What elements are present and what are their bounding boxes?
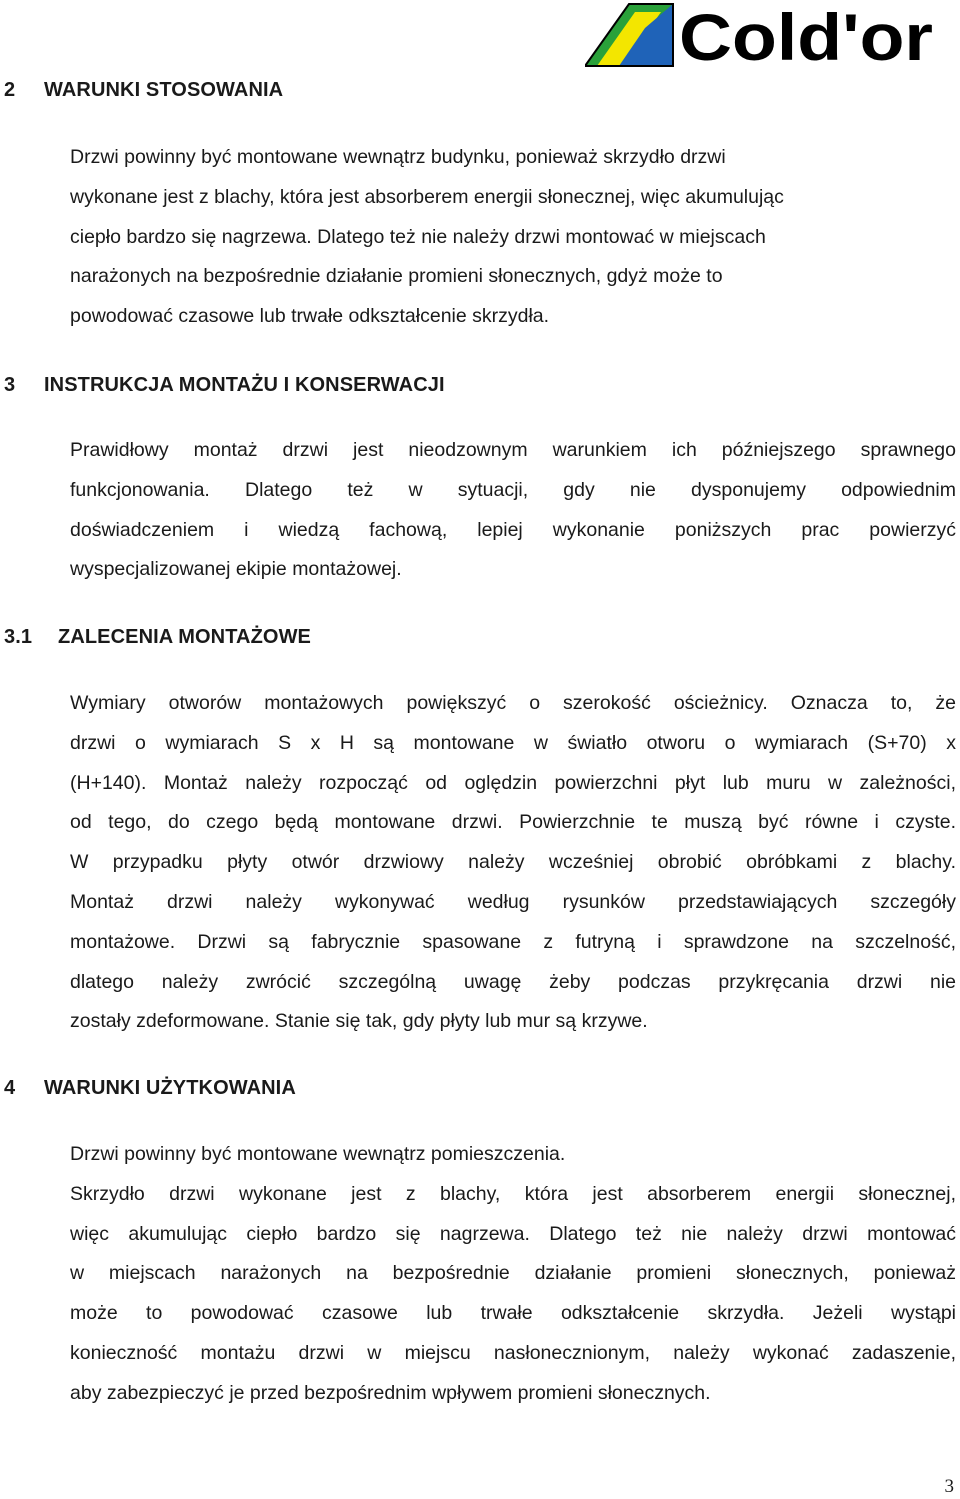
text-line: Montaż drzwi należy wykonywać według rysunków przedstawiających szczegóły	[70, 890, 956, 913]
section-title: WARUNKI UŻYTKOWANIA	[44, 1077, 296, 1099]
section-3-1-body	[70, 684, 956, 1042]
text-line: narażonych na bezpośrednie działanie promieni słonecznych, gdyż może to	[70, 265, 723, 288]
section-3-heading	[4, 373, 445, 397]
text-line: (H+140). Montaż należy rozpocząć od oględzin powierzchni płyt lub muru w zależności,	[70, 771, 956, 794]
section-title: INSTRUKCJA MONTAŻU I KONSERWACJI	[44, 374, 445, 396]
section-title: WARUNKI STOSOWANIA	[44, 79, 284, 101]
text-line: konieczność montażu drzwi w miejscu nasłonecznionym, należy wykonać zadaszenie,	[70, 1341, 956, 1364]
logo-wordmark: Cold'or	[679, 2, 933, 68]
text-line: aby zabezpieczyć je przed bezpośrednim wpływem promieni słonecznych.	[70, 1381, 711, 1404]
coldor-logo	[585, 2, 937, 68]
text-line: Wymiary otworów montażowych powiększyć o szerokość ościeżnicy. Oznacza to, że	[70, 692, 956, 714]
text-line: od tego, do czego będą montowane drzwi. Powierzchnie te muszą być równe i czyste.	[70, 811, 956, 834]
text-line: dlatego należy zwrócić szczególną uwagę żeby podczas przykręcania drzwi nie	[70, 970, 956, 993]
section-number: 4	[4, 1077, 16, 1099]
text-line: więc akumulując ciepło bardzo się nagrzewa. Dlatego też nie należy drzwi montować	[70, 1222, 956, 1245]
text-line: może to powodować czasowe lub trwałe odkształcenie skrzydła. Jeżeli wystąpi	[70, 1302, 956, 1325]
text-line: funkcjonowania. Dlatego też w sytuacji, gdy nie dysponujemy odpowiednim	[70, 478, 956, 501]
section-3-1-heading	[4, 625, 311, 649]
text-line: ciepło bardzo się nagrzewa. Dlatego też nie należy drzwi montować w miejscach	[70, 225, 766, 248]
text-line: montażowe. Drzwi są fabrycznie spasowane z futryną i sprawdzone na szczelność,	[70, 930, 956, 953]
page-number: 3	[944, 1476, 954, 1497]
section-4-heading	[4, 1076, 296, 1100]
section-number: 3.1	[4, 626, 33, 648]
text-line: Skrzydło drzwi wykonane jest z blachy, która jest absorberem energii słonecznej,	[70, 1182, 956, 1205]
text-line: Prawidłowy montaż drzwi jest nieodzownym warunkiem ich późniejszego sprawnego	[70, 439, 956, 461]
text-line: drzwi o wymiarach S x H są montowane w światło otworu o wymiarach (S+70) x	[70, 731, 956, 754]
text-line: zostały zdeformowane. Stanie się tak, gdy płyty lub mur są krzywe.	[70, 1010, 648, 1033]
section-2-body	[70, 138, 956, 337]
text-line: wykonane jest z blachy, która jest absorberem energii słonecznej, więc akumulując	[70, 185, 784, 208]
section-number: 2	[4, 79, 16, 101]
section-2-heading	[4, 78, 283, 102]
section-number: 3	[4, 374, 16, 396]
text-line: doświadczeniem i wiedzą fachową, lepiej wykonanie poniższych prac powierzyć	[70, 518, 956, 541]
text-line: Drzwi powinny być montowane wewnątrz pomieszczenia.	[70, 1143, 566, 1165]
section-3-body	[70, 431, 956, 590]
text-line: wyspecjalizowanej ekipie montażowej.	[70, 558, 402, 581]
section-title: ZALECENIA MONTAŻOWE	[58, 626, 311, 648]
text-line: w miejscach narażonych na bezpośrednie działanie promieni słonecznych, ponieważ	[70, 1262, 956, 1285]
text-line: Drzwi powinny być montowane wewnątrz budynku, ponieważ skrzydło drzwi	[70, 146, 726, 168]
text-line: powodować czasowe lub trwałe odkształcenie skrzydła.	[70, 305, 550, 328]
text-line: W przypadku płyty otwór drzwiowy należy wcześniej obrobić obróbkami z blachy.	[70, 851, 956, 874]
section-4-body	[70, 1135, 956, 1414]
